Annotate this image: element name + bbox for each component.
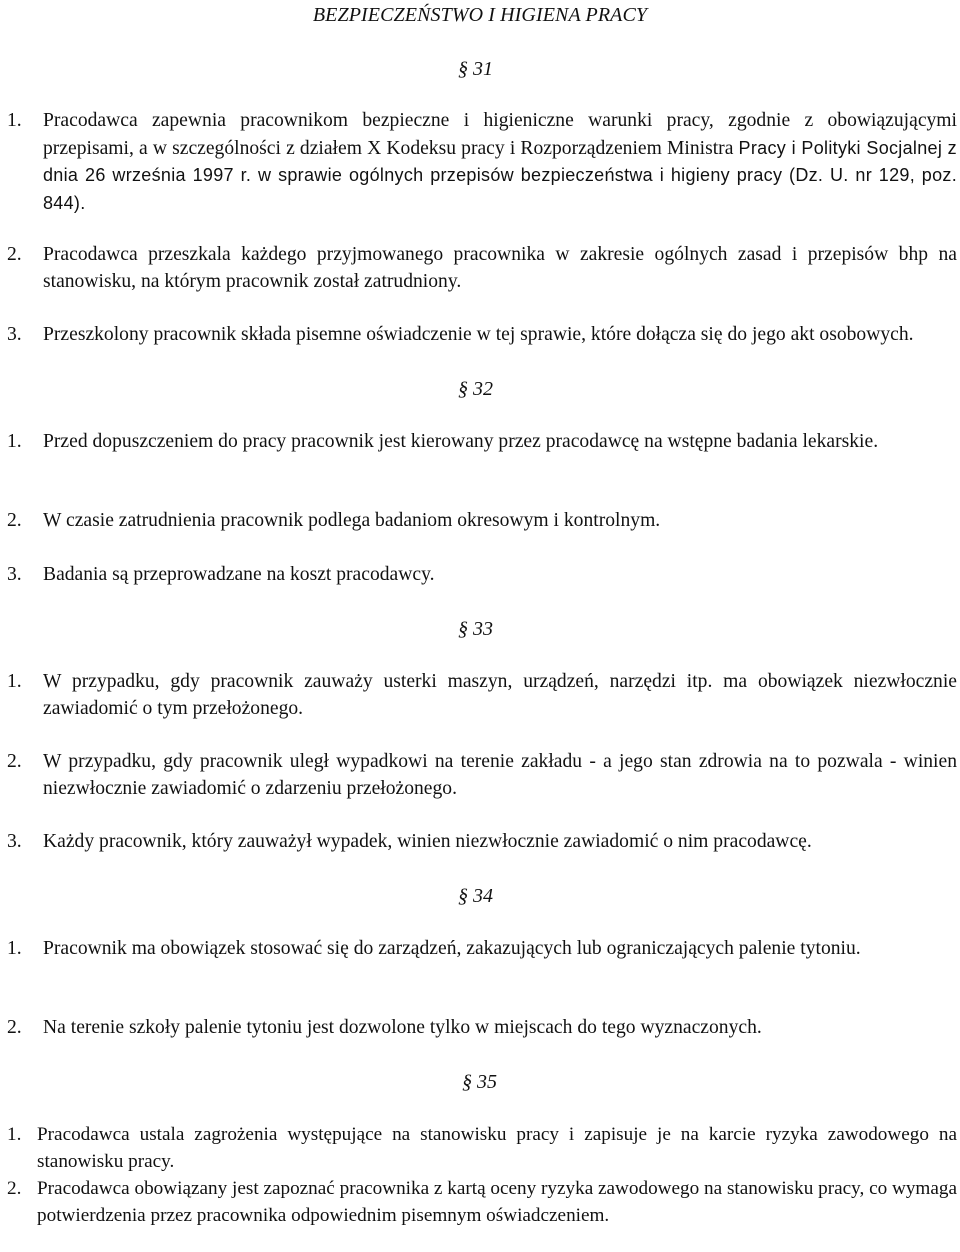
item-number: 1. — [7, 938, 22, 959]
item-text: W czasie zatrudnienia pracownik podlega badaniom okresowym i kontrolnym. — [43, 510, 661, 531]
section-heading-32: § 32 — [458, 378, 493, 400]
item-number: 2. — [7, 244, 22, 265]
item-text: Pracodawca przeszkala każdego przyjmowanego pracownika w zakresie ogólnych zasad i przepisów bhp na stanowisku, na którym pracownik został zatrudniony. — [43, 244, 957, 292]
list-item — [7, 1122, 957, 1175]
list-item — [7, 108, 957, 217]
item-text-part-2: Pracy i Polityki Socjalnej z dnia 26 września 1997 r. w sprawie ogólnych przepisów bezpieczeństwa i higieny pracy (Dz. U. nr 129, poz. 844). — [43, 137, 957, 213]
item-text-part-1: Pracodawca zapewnia pracownikom bezpieczne i higieniczne warunki pracy, zgodnie z obowiązującymi przepisami, a w szczególności z działem X Kodeksu pracy i Rozporządzeniem Ministra — [43, 110, 957, 159]
item-text: Pracodawca obowiązany jest zapoznać pracownika z kartą oceny ryzyka zawodowego na stanowisku pracy, co wymaga potwierdzenia przez pracownika odpowiednim pisemnym oświadczeniem. — [37, 1178, 957, 1226]
item-number: 2. — [7, 1178, 22, 1199]
item-number: 1. — [7, 671, 22, 692]
section-heading-34: § 34 — [458, 885, 493, 907]
item-text: Pracownik ma obowiązek stosować się do zarządzeń, zakazujących lub ograniczających palenie tytoniu. — [43, 938, 861, 959]
item-number: 3. — [7, 831, 22, 852]
item-number: 2. — [7, 1017, 22, 1038]
item-number: 3. — [7, 564, 22, 585]
list-item — [7, 749, 957, 802]
list-item — [7, 669, 957, 722]
list-item — [7, 562, 957, 589]
section-heading-35: § 35 — [462, 1071, 497, 1093]
item-number: 1. — [7, 110, 22, 131]
item-number: 1. — [7, 431, 22, 452]
item-text: W przypadku, gdy pracownik uległ wypadkowi na terenie zakładu - a jego stan zdrowia na to pozwala - winien niezwłocznie zawiadomić o zdarzeniu przełożonego. — [43, 751, 957, 799]
item-number: 2. — [7, 510, 22, 531]
item-text: W przypadku, gdy pracownik zauważy usterki maszyn, urządzeń, narzędzi itp. ma obowiązek niezwłocznie zawiadomić o tym przełożonego. — [43, 671, 957, 719]
list-item — [7, 322, 957, 349]
list-item — [7, 1015, 957, 1042]
item-number: 1. — [7, 1124, 22, 1145]
item-text: Badania są przeprowadzane na koszt pracodawcy. — [43, 564, 435, 585]
list-item — [7, 1176, 957, 1229]
list-item — [7, 829, 957, 856]
item-text: Przeszkolony pracownik składa pisemne oświadczenie w tej sprawie, które dołącza się do jego akt osobowych. — [43, 324, 914, 345]
list-item — [7, 936, 957, 963]
item-number: 2. — [7, 751, 22, 772]
list-item — [7, 508, 957, 535]
section-heading-31: § 31 — [458, 58, 493, 80]
item-text — [43, 108, 957, 217]
list-item — [7, 429, 957, 456]
list-item — [7, 242, 957, 295]
item-text: Na terenie szkoły palenie tytoniu jest dozwolone tylko w miejscach do tego wyznaczonych. — [43, 1017, 762, 1038]
item-text: Każdy pracownik, który zauważył wypadek, winien niezwłocznie zawiadomić o nim pracodawcę. — [43, 831, 812, 852]
item-text: Pracodawca ustala zagrożenia występujące na stanowisku pracy i zapisuje je na karcie ryzyka zawodowego na stanowisku pracy. — [37, 1124, 957, 1172]
document-title: BEZPIECZEŃSTWO I HIGIENA PRACY — [312, 4, 648, 26]
item-number: 3. — [7, 324, 22, 345]
section-heading-33: § 33 — [458, 618, 493, 640]
item-text: Przed dopuszczeniem do pracy pracownik jest kierowany przez pracodawcę na wstępne badania lekarskie. — [43, 431, 879, 452]
